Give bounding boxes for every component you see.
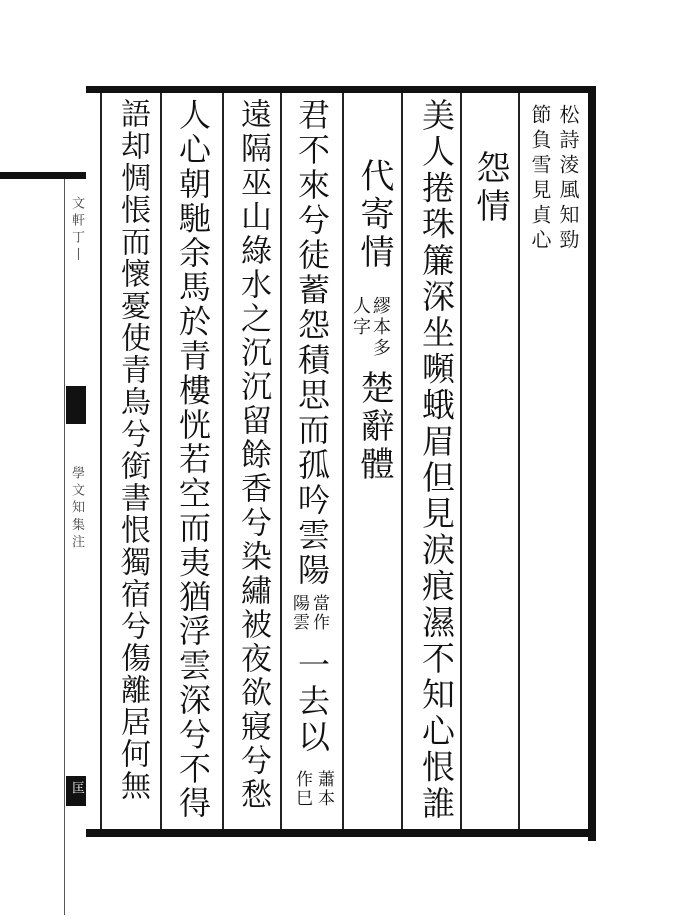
edge-book-title: 學 文 知 集 注	[69, 466, 84, 548]
annotation-line-1: 松詩淩風知勁	[556, 104, 580, 254]
poem-daijiqing-line-4: 語却惆悵而懷憂使青鳥兮銜書恨獨宿兮傷離居何無	[115, 98, 150, 802]
title-note-line-2: 人字	[350, 296, 371, 338]
column-rule	[280, 93, 282, 829]
column-rule	[100, 93, 102, 829]
poem-title-yuanqing: 怨情	[470, 150, 510, 226]
column-rule	[342, 93, 344, 829]
poem-daijiqing-line-3: 人心朝馳余馬於青樓恍若空而夷猶浮雲深兮不得	[174, 98, 212, 821]
poem-style-chuci: 楚辭體	[354, 370, 394, 484]
inline-note-2-line-1: 蕭本	[314, 770, 334, 808]
column-rule	[222, 93, 224, 829]
edge-page-char: 匡	[69, 781, 84, 794]
frame-bottom-border	[86, 829, 596, 837]
poem-daijiqing-line-1-cont: 一去以	[293, 648, 331, 756]
column-rule	[460, 93, 462, 829]
edge-rule	[64, 179, 65, 915]
frame-right-border	[588, 86, 596, 841]
fish-tail-mark-top	[66, 386, 86, 424]
poem-daijiqing-line-2: 遠隔巫山綠水之沉沉留餘香兮染繡被夜欲寢兮愁	[235, 98, 271, 812]
inline-note-1-line-1: 當作	[309, 594, 329, 632]
annotation-line-2: 節負雪見貞心	[528, 104, 552, 254]
edge-title-chars: 文 軒 丁 丨	[69, 196, 84, 261]
inline-note-1-line-2: 陽雲	[289, 594, 309, 632]
column-rule	[160, 93, 162, 829]
title-note-line-1: 繆本多	[370, 296, 391, 359]
column-rule	[401, 93, 403, 829]
edge-border	[0, 172, 86, 179]
inline-note-2-line-2: 作巳	[292, 770, 312, 808]
poem-yuanqing-text: 美人捲珠簾深坐嚬蛾眉但見淚痕濕不知心恨誰	[417, 98, 456, 822]
column-rule	[518, 93, 520, 829]
poem-title-daijiqing: 代寄情	[354, 158, 394, 272]
frame-top-border	[86, 86, 596, 93]
page-fold-edge	[0, 86, 86, 837]
poem-daijiqing-line-1: 君不來兮徒蓄怨積思而孤吟雲陽	[293, 98, 331, 588]
